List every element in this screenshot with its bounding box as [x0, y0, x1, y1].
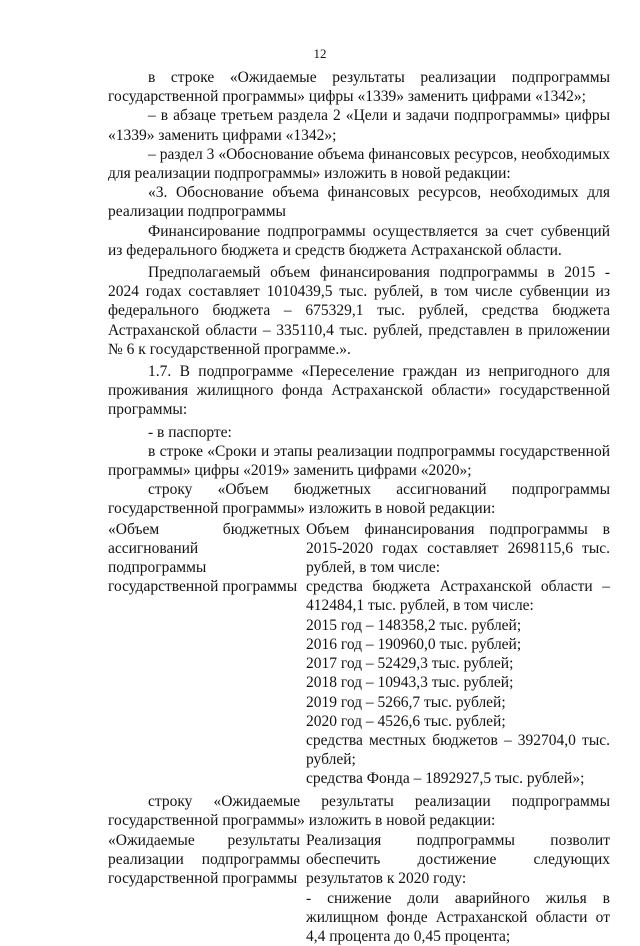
document-body — [108, 68, 610, 946]
funding-label: «Объем бюджетных ассигнований подпрограммы государственной программы — [108, 520, 300, 596]
funding-line: 2019 год – 5266,7 тыс. рублей; — [306, 693, 506, 711]
results-label: «Ожидаемые результаты реализации подпрограммы государственной программы — [108, 831, 300, 888]
paragraph: – в абзаце третьем раздела 2 «Цели и задачи подпрограммы» цифры «1339» заменить цифрами «1342»; — [108, 107, 610, 144]
funding-line: 2017 год – 52429,3 тыс. рублей; — [306, 655, 514, 673]
paragraph: в строке «Ожидаемые результаты реализации подпрограммы государственной программы» цифры «1339» заменить цифрами «1342»; — [108, 69, 610, 106]
funding-line: средства бюджета Астраханской области – 412484,1 тыс. рублей, в том числе: — [306, 578, 610, 615]
funding-details — [306, 520, 610, 789]
paragraph: Предполагаемый объем финансирования подпрограммы в 2015 - 2024 годах составляет 1010439,5 тыс. рублей, в том числе субвенции из федерального бюджета – 675329,1 тыс. рублей, средства бюджета Астраханской области – 335110,4 тыс. рублей, представлен в приложении № 6 к государственной программе.». — [108, 264, 610, 358]
section-heading: «3. Обоснование объема финансовых ресурсов, необходимых для реализации подпрограммы — [108, 184, 610, 221]
results-line: Реализация подпрограммы позволит обеспечить достижение следующих результатов к 2020 году: — [306, 831, 610, 888]
paragraph: строку «Ожидаемые результаты реализации подпрограммы государственной программы» изложить в новой редакции: — [108, 792, 610, 829]
results-details — [306, 831, 610, 946]
funding-row — [108, 520, 610, 789]
paragraph: – раздел 3 «Обоснование объема финансовых ресурсов, необходимых для реализации подпрограммы» изложить в новой редакции: — [108, 145, 610, 183]
funding-line: Объем финансирования подпрограммы в 2015-2020 годах составляет 2698115,6 тыс. рублей, в том числе: — [306, 520, 610, 577]
paragraph: - в паспорте: — [148, 423, 232, 441]
paragraph: Финансирование подпрограммы осуществляется за счет субвенций из федерального бюджета и средств бюджета Астраханской области. — [108, 222, 610, 259]
paragraph: строку «Объем бюджетных ассигнований подпрограммы государственной программы» изложить в новой редакции: — [108, 481, 610, 518]
paragraph: 1.7. В подпрограмме «Переселение граждан из непригодного для проживания жилищного фонда Астраханской области» государственной программы: — [108, 363, 610, 419]
funding-line: средства Фонда – 1892927,5 тыс. рублей»; — [306, 770, 585, 788]
page-number: 12 — [313, 46, 327, 61]
results-row — [108, 831, 610, 946]
paragraph: в строке «Сроки и этапы реализации подпрограммы государственной программы» цифры «2019» заменить цифрами «2020»; — [108, 442, 610, 480]
funding-line: 2020 год – 4526,6 тыс. рублей; — [306, 712, 506, 730]
funding-line: 2018 год – 10943,3 тыс. рублей; — [306, 674, 514, 692]
funding-line: 2015 год – 148358,2 тыс. рублей; — [306, 616, 522, 634]
funding-line: средства местных бюджетов – 392704,0 тыс. рублей; — [306, 731, 610, 769]
results-line: - снижение доли аварийного жилья в жилищном фонде Астраханской области от 4,4 процента до 0,45 процента; — [306, 889, 610, 945]
funding-line: 2016 год – 190960,0 тыс. рублей; — [306, 635, 522, 653]
